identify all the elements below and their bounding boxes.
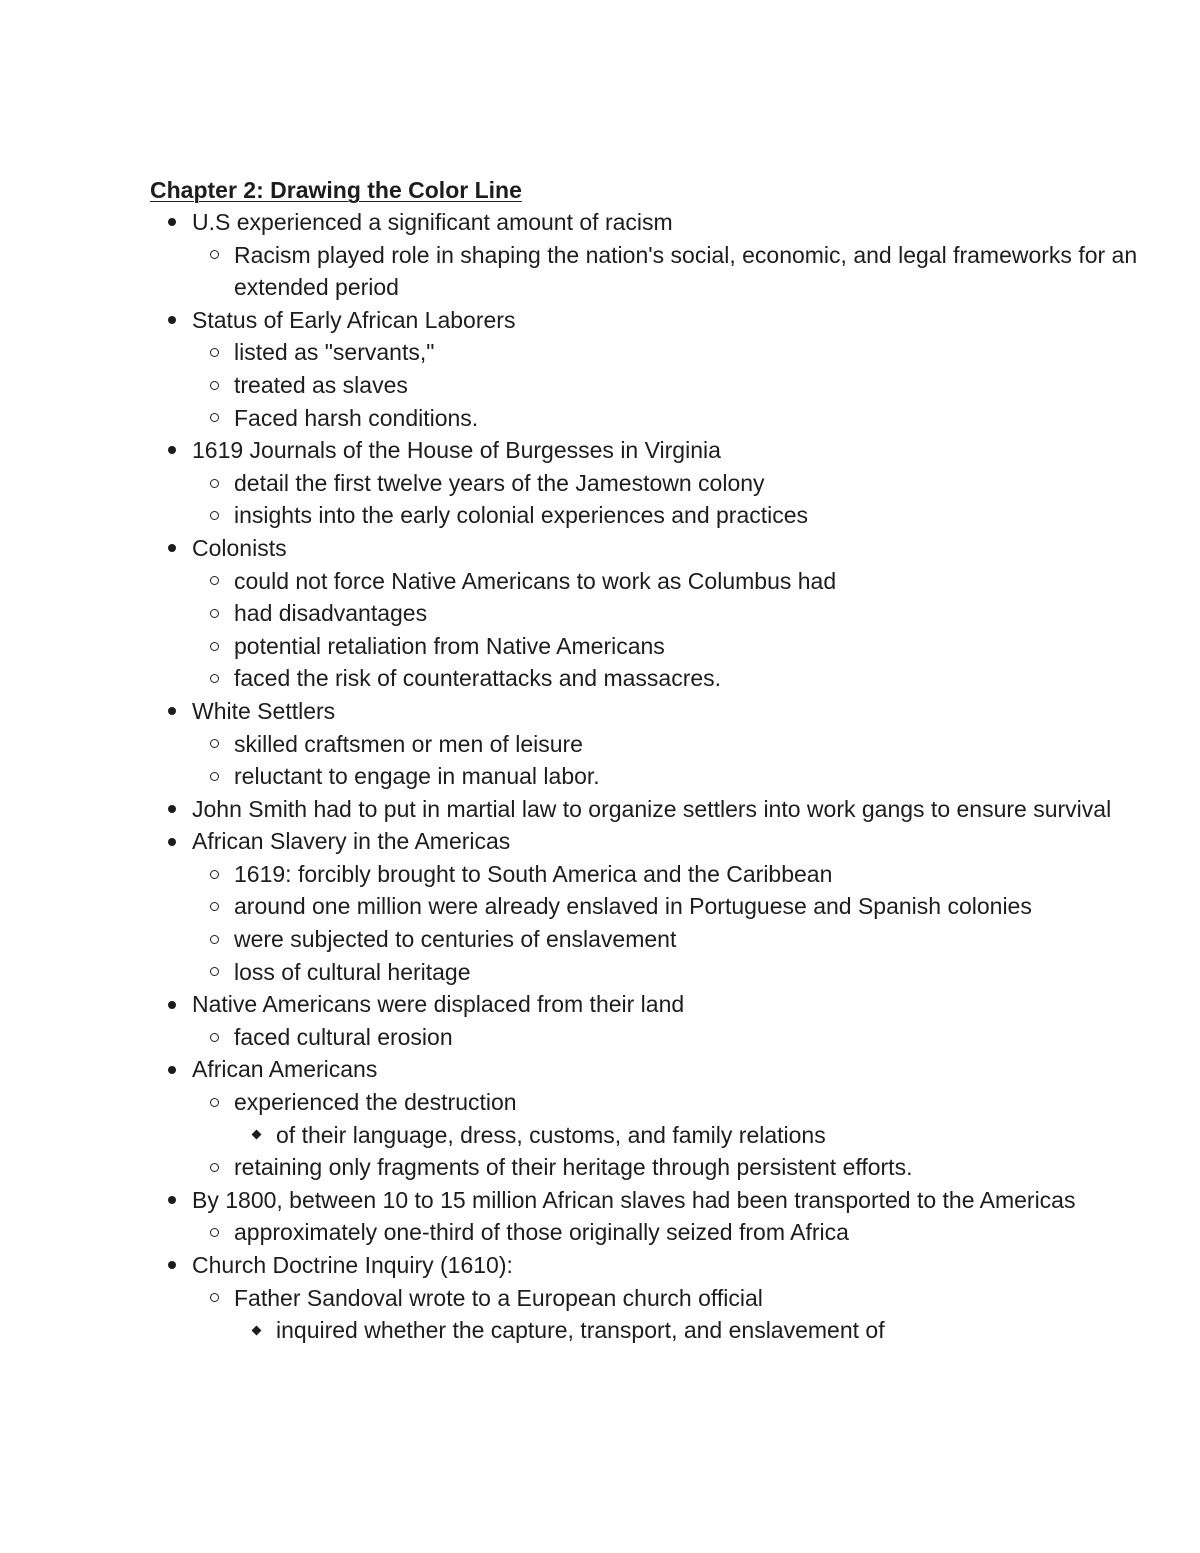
list-item (150, 662, 1150, 695)
list-item-text: had disadvantages (234, 600, 428, 627)
list-item-text: were subjected to centuries of enslavement (234, 926, 677, 953)
list-item (150, 630, 1150, 663)
list-item (150, 1151, 1150, 1184)
page-title: Chapter 2: Drawing the Color Line (150, 177, 522, 203)
filled-bullet-icon (165, 1053, 179, 1086)
list-item (150, 369, 1150, 402)
list-item-text: African Americans (192, 1056, 378, 1083)
list-item-text: Faced harsh conditions. (234, 404, 479, 431)
list-item-text: Status of Early African Laborers (192, 306, 516, 333)
list-item-text: faced the risk of counterattacks and massacres. (234, 665, 722, 692)
list-item (150, 1119, 1150, 1152)
filled-bullet-icon (165, 434, 179, 467)
hollow-bullet-icon (207, 760, 221, 793)
list-item (150, 728, 1150, 761)
list-item-text: potential retaliation from Native Americans (234, 632, 665, 659)
filled-bullet-icon (165, 1249, 179, 1282)
hollow-bullet-icon (207, 467, 221, 500)
document-page (150, 174, 1150, 1347)
list-item (150, 695, 1150, 728)
list-item-text: Father Sandoval wrote to a European church official (234, 1284, 763, 1311)
list-item-text: 1619 Journals of the House of Burgesses in Virginia (192, 437, 721, 464)
list-item (150, 1021, 1150, 1054)
list-item-text: around one million were already enslaved in Portuguese and Spanish colonies (234, 893, 1032, 920)
list-item-text: 1619: forcibly brought to South America and the Caribbean (234, 860, 833, 887)
hollow-bullet-icon (207, 402, 221, 435)
hollow-bullet-icon (207, 565, 221, 598)
list-item (150, 597, 1150, 630)
hollow-bullet-icon (207, 630, 221, 663)
list-item-text: insights into the early colonial experiences and practices (234, 502, 809, 529)
hollow-bullet-icon (207, 890, 221, 923)
hollow-bullet-icon (207, 499, 221, 532)
hollow-bullet-icon (207, 1086, 221, 1119)
list-item (150, 1184, 1150, 1217)
list-item-text: skilled craftsmen or men of leisure (234, 730, 583, 757)
list-item (150, 467, 1150, 500)
hollow-bullet-icon (207, 662, 221, 695)
list-item-text: African Slavery in the Americas (192, 828, 511, 855)
filled-bullet-icon (165, 793, 179, 826)
list-item-text: approximately one-third of those originally seized from Africa (234, 1219, 849, 1246)
filled-bullet-icon (165, 1184, 179, 1217)
hollow-bullet-icon (207, 597, 221, 630)
list-item (150, 206, 1150, 239)
list-item (150, 1314, 1150, 1347)
list-item (150, 890, 1150, 923)
list-item-text: reluctant to engage in manual labor. (234, 763, 600, 790)
list-item-text: treated as slaves (234, 371, 408, 398)
filled-bullet-icon (165, 532, 179, 565)
list-item (150, 402, 1150, 435)
list-item (150, 336, 1150, 369)
filled-bullet-icon (165, 988, 179, 1021)
list-item (150, 793, 1150, 826)
list-item (150, 760, 1150, 793)
list-item-text: detail the first twelve years of the Jamestown colony (234, 469, 765, 496)
list-item-text: inquired whether the capture, transport, and enslavement of (276, 1317, 885, 1344)
list-item (150, 499, 1150, 532)
list-item-text: faced cultural erosion (234, 1023, 453, 1050)
list-item (150, 988, 1150, 1021)
list-item (150, 532, 1150, 565)
list-item-text: Church Doctrine Inquiry (1610): (192, 1252, 513, 1278)
diamond-bullet-icon (249, 1314, 263, 1347)
hollow-bullet-icon (207, 1282, 221, 1315)
list-item-text: By 1800, between 10 to 15 million African slaves had been transported to the Americas (192, 1186, 1076, 1213)
list-item (150, 1053, 1150, 1086)
list-item (150, 825, 1150, 858)
list-item-text: White Settlers (192, 697, 336, 724)
list-item-text: could not force Native Americans to work as Columbus had (234, 567, 837, 594)
hollow-bullet-icon (207, 1151, 221, 1184)
hollow-bullet-icon (207, 239, 221, 272)
list-item (150, 565, 1150, 598)
list-item-text: Native Americans were displaced from their land (192, 991, 685, 1018)
outline-list (150, 206, 1150, 1347)
list-item (150, 239, 1150, 304)
filled-bullet-icon (165, 695, 179, 728)
list-item (150, 1282, 1150, 1315)
list-item (150, 434, 1150, 467)
list-item (150, 923, 1150, 956)
list-item (150, 858, 1150, 891)
hollow-bullet-icon (207, 858, 221, 891)
filled-bullet-icon (165, 304, 179, 337)
filled-bullet-icon (165, 206, 179, 239)
hollow-bullet-icon (207, 336, 221, 369)
filled-bullet-icon (165, 825, 179, 858)
list-item-text: retaining only fragments of their heritage through persistent efforts. (234, 1154, 913, 1181)
hollow-bullet-icon (207, 369, 221, 402)
list-item (150, 956, 1150, 989)
list-item (150, 304, 1150, 337)
list-item-text: Colonists (192, 534, 287, 561)
list-item (150, 1216, 1150, 1249)
hollow-bullet-icon (207, 956, 221, 989)
list-item-text: experienced the destruction (234, 1089, 517, 1116)
list-item (150, 1086, 1150, 1119)
list-item-text: listed as "servants," (234, 339, 435, 366)
diamond-bullet-icon (249, 1119, 263, 1152)
list-item-text: loss of cultural heritage (234, 958, 471, 985)
hollow-bullet-icon (207, 1021, 221, 1054)
hollow-bullet-icon (207, 728, 221, 761)
hollow-bullet-icon (207, 1216, 221, 1249)
list-item-text: John Smith had to put in martial law to organize settlers into work gangs to ensure survival (192, 795, 1112, 822)
list-item (150, 1249, 1150, 1282)
list-item-text: U.S experienced a significant amount of racism (192, 209, 673, 235)
hollow-bullet-icon (207, 923, 221, 956)
list-item-text: of their language, dress, customs, and family relations (276, 1121, 826, 1148)
list-item-text: Racism played role in shaping the nation's social, economic, and legal frameworks for an extended period (234, 241, 1138, 301)
